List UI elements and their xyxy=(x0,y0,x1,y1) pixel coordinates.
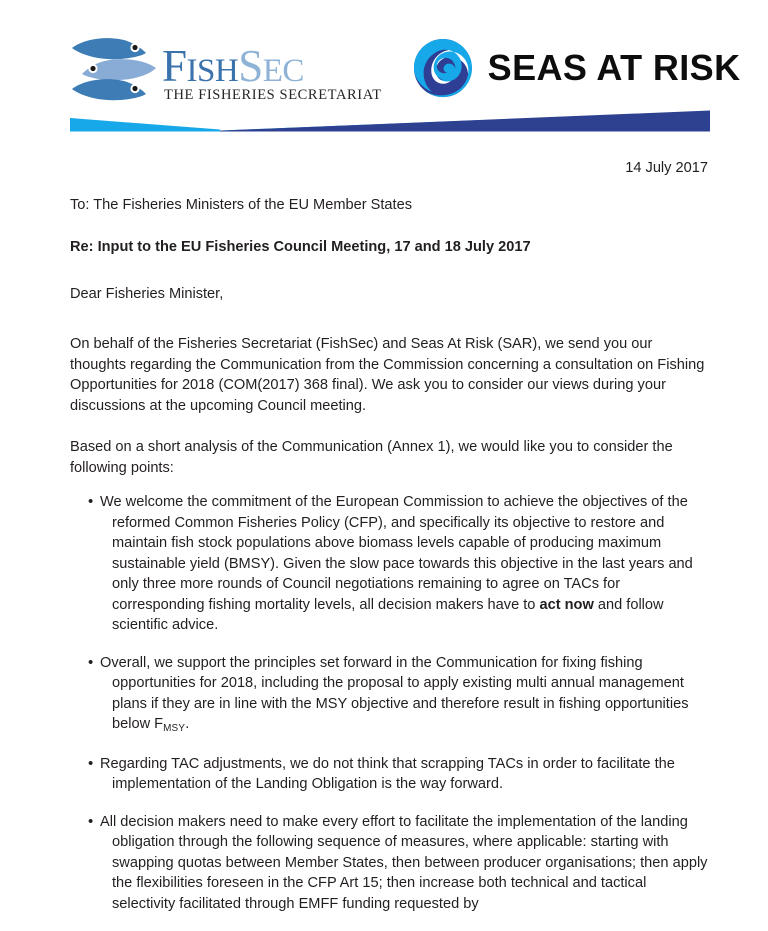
fishsec-wordmark-block xyxy=(162,40,382,106)
letter-paragraph-1: On behalf of the Fisheries Secretariat (FishSec) and Seas At Risk (SAR), we send you our thoughts regarding the Communication from the Commission concerning a consultation on Fishing Opportunities for 2018 (COM(2017) 368 final). We ask you to consider our views during your discussions at the upcoming Council meeting. xyxy=(70,336,705,414)
wave-banner-divider xyxy=(70,108,710,134)
fishsec-wordmark xyxy=(162,40,304,91)
bullet-4-text: All decision makers need to make every effort to facilitate the implementation of the landing obligation through the following sequence of measures, where applicable: starting with swapping quotas between Member States, then between producer organisations; then apply the flexibilities foreseen in the CFP Art 15; then increase both technical and tactical selectivity facilitated through EMFF funding requested by xyxy=(100,813,708,912)
bullet-1-text xyxy=(100,494,693,633)
fishsec-tagline: THE FISHERIES SECRETARIAT xyxy=(164,87,382,103)
letter-subject-line: Re: Input to the EU Fisheries Council Meeting, 17 and 18 July 2017 xyxy=(70,239,531,255)
fishsec-wordmark-s: S xyxy=(238,40,263,91)
bullet-2-text xyxy=(100,655,689,733)
list-item: • We welcome the commitment of the European Commission to achieve the objectives of the reformed Common Fisheries Policy (CFP), and specifically its objective to restore and maintain fish stock populations above biomass levels capable of producing maximum sustainable yield (BMSY). Given the slow pace towards this objective in the last years and only three more rounds of Council negotiations remaining to agree on TACs for corresponding fishing mortality levels, all decision makers have to act now and follow scientific advice. xyxy=(88,493,693,633)
seas-at-risk-logo xyxy=(412,33,741,103)
bullet-1-emphasis: act now xyxy=(539,596,594,613)
seas-at-risk-wordmark: SEAS AT RISK xyxy=(487,47,741,88)
list-item: • All decision makers need to make every effort to facilitate the implementation of the landing obligation through the following sequence of measures, where applicable: starting with swapping quotas between Member States, then between producer organisations; then apply the flexibilities foreseen in the CFP Art 15; then increase both technical and tactical selectivity facilitated through EMFF funding requested by xyxy=(88,812,708,912)
list-item: • Overall, we support the principles set forward in the Communication for fixing fishing opportunities for 2018, including the proposal to apply existing multi annual management plans if they are in line with the MSY objective and therefore result in fishing opportunities below $F_{MSY}$. xyxy=(88,653,689,734)
logo-row xyxy=(70,28,741,108)
letterhead xyxy=(0,0,768,140)
bullet-3-text: Regarding TAC adjustments, we do not think that scrapping TACs in order to facilitate the implementation of the Landing Obligation is the way forward. xyxy=(100,755,675,792)
fishsec-wordmark-ec: EC xyxy=(262,52,304,89)
wave-swirl-circle-icon xyxy=(412,37,474,99)
letter-salutation: Dear Fisheries Minister, xyxy=(70,285,224,302)
three-fish-icon xyxy=(70,34,158,106)
fishsec-wordmark-f: F xyxy=(162,40,187,91)
letter-recipient-line: To: The Fisheries Ministers of the EU Member States xyxy=(70,196,412,213)
bullet-2-part-b: . xyxy=(185,716,190,732)
fishsec-wordmark-ish: ISH xyxy=(186,52,239,89)
fishsec-logo xyxy=(70,30,382,106)
letter-date: 14 July 2017 xyxy=(625,160,708,176)
bullet-2-part-a: Overall, we support the principles set forward in the Communication for fixing fishing opportunities for 2018, including the proposal to apply existing multi annual management plans if they are in line with the MSY objective and therefore result in fishing opportunities below F xyxy=(100,654,689,732)
bullet-1-part-b: and follow scientific advice. xyxy=(112,596,664,633)
list-item: • Regarding TAC adjustments, we do not think that scrapping TACs in order to facilitate the implementation of the Landing Obligation is the way forward. xyxy=(88,754,675,792)
bullet-2-subscript: MSY xyxy=(163,722,186,734)
letter-body xyxy=(70,158,710,931)
letter-paragraph-2: Based on a short analysis of the Communication (Annex 1), we would like you to consider the following points: xyxy=(70,439,673,476)
key-points-list xyxy=(70,492,710,914)
bullet-1-part-a: We welcome the commitment of the European Commission to achieve the objectives of the reformed Common Fisheries Policy (CFP), and specifically its objective to restore and maintain fish stock populations above biomass levels capable of producing maximum sustainable yield (BMSY). Given the slow pace towards this objective in the last years and only three more rounds of Council negotiations remaining to agree on TACs for corresponding fishing mortality levels, all decision makers have to xyxy=(100,494,693,613)
